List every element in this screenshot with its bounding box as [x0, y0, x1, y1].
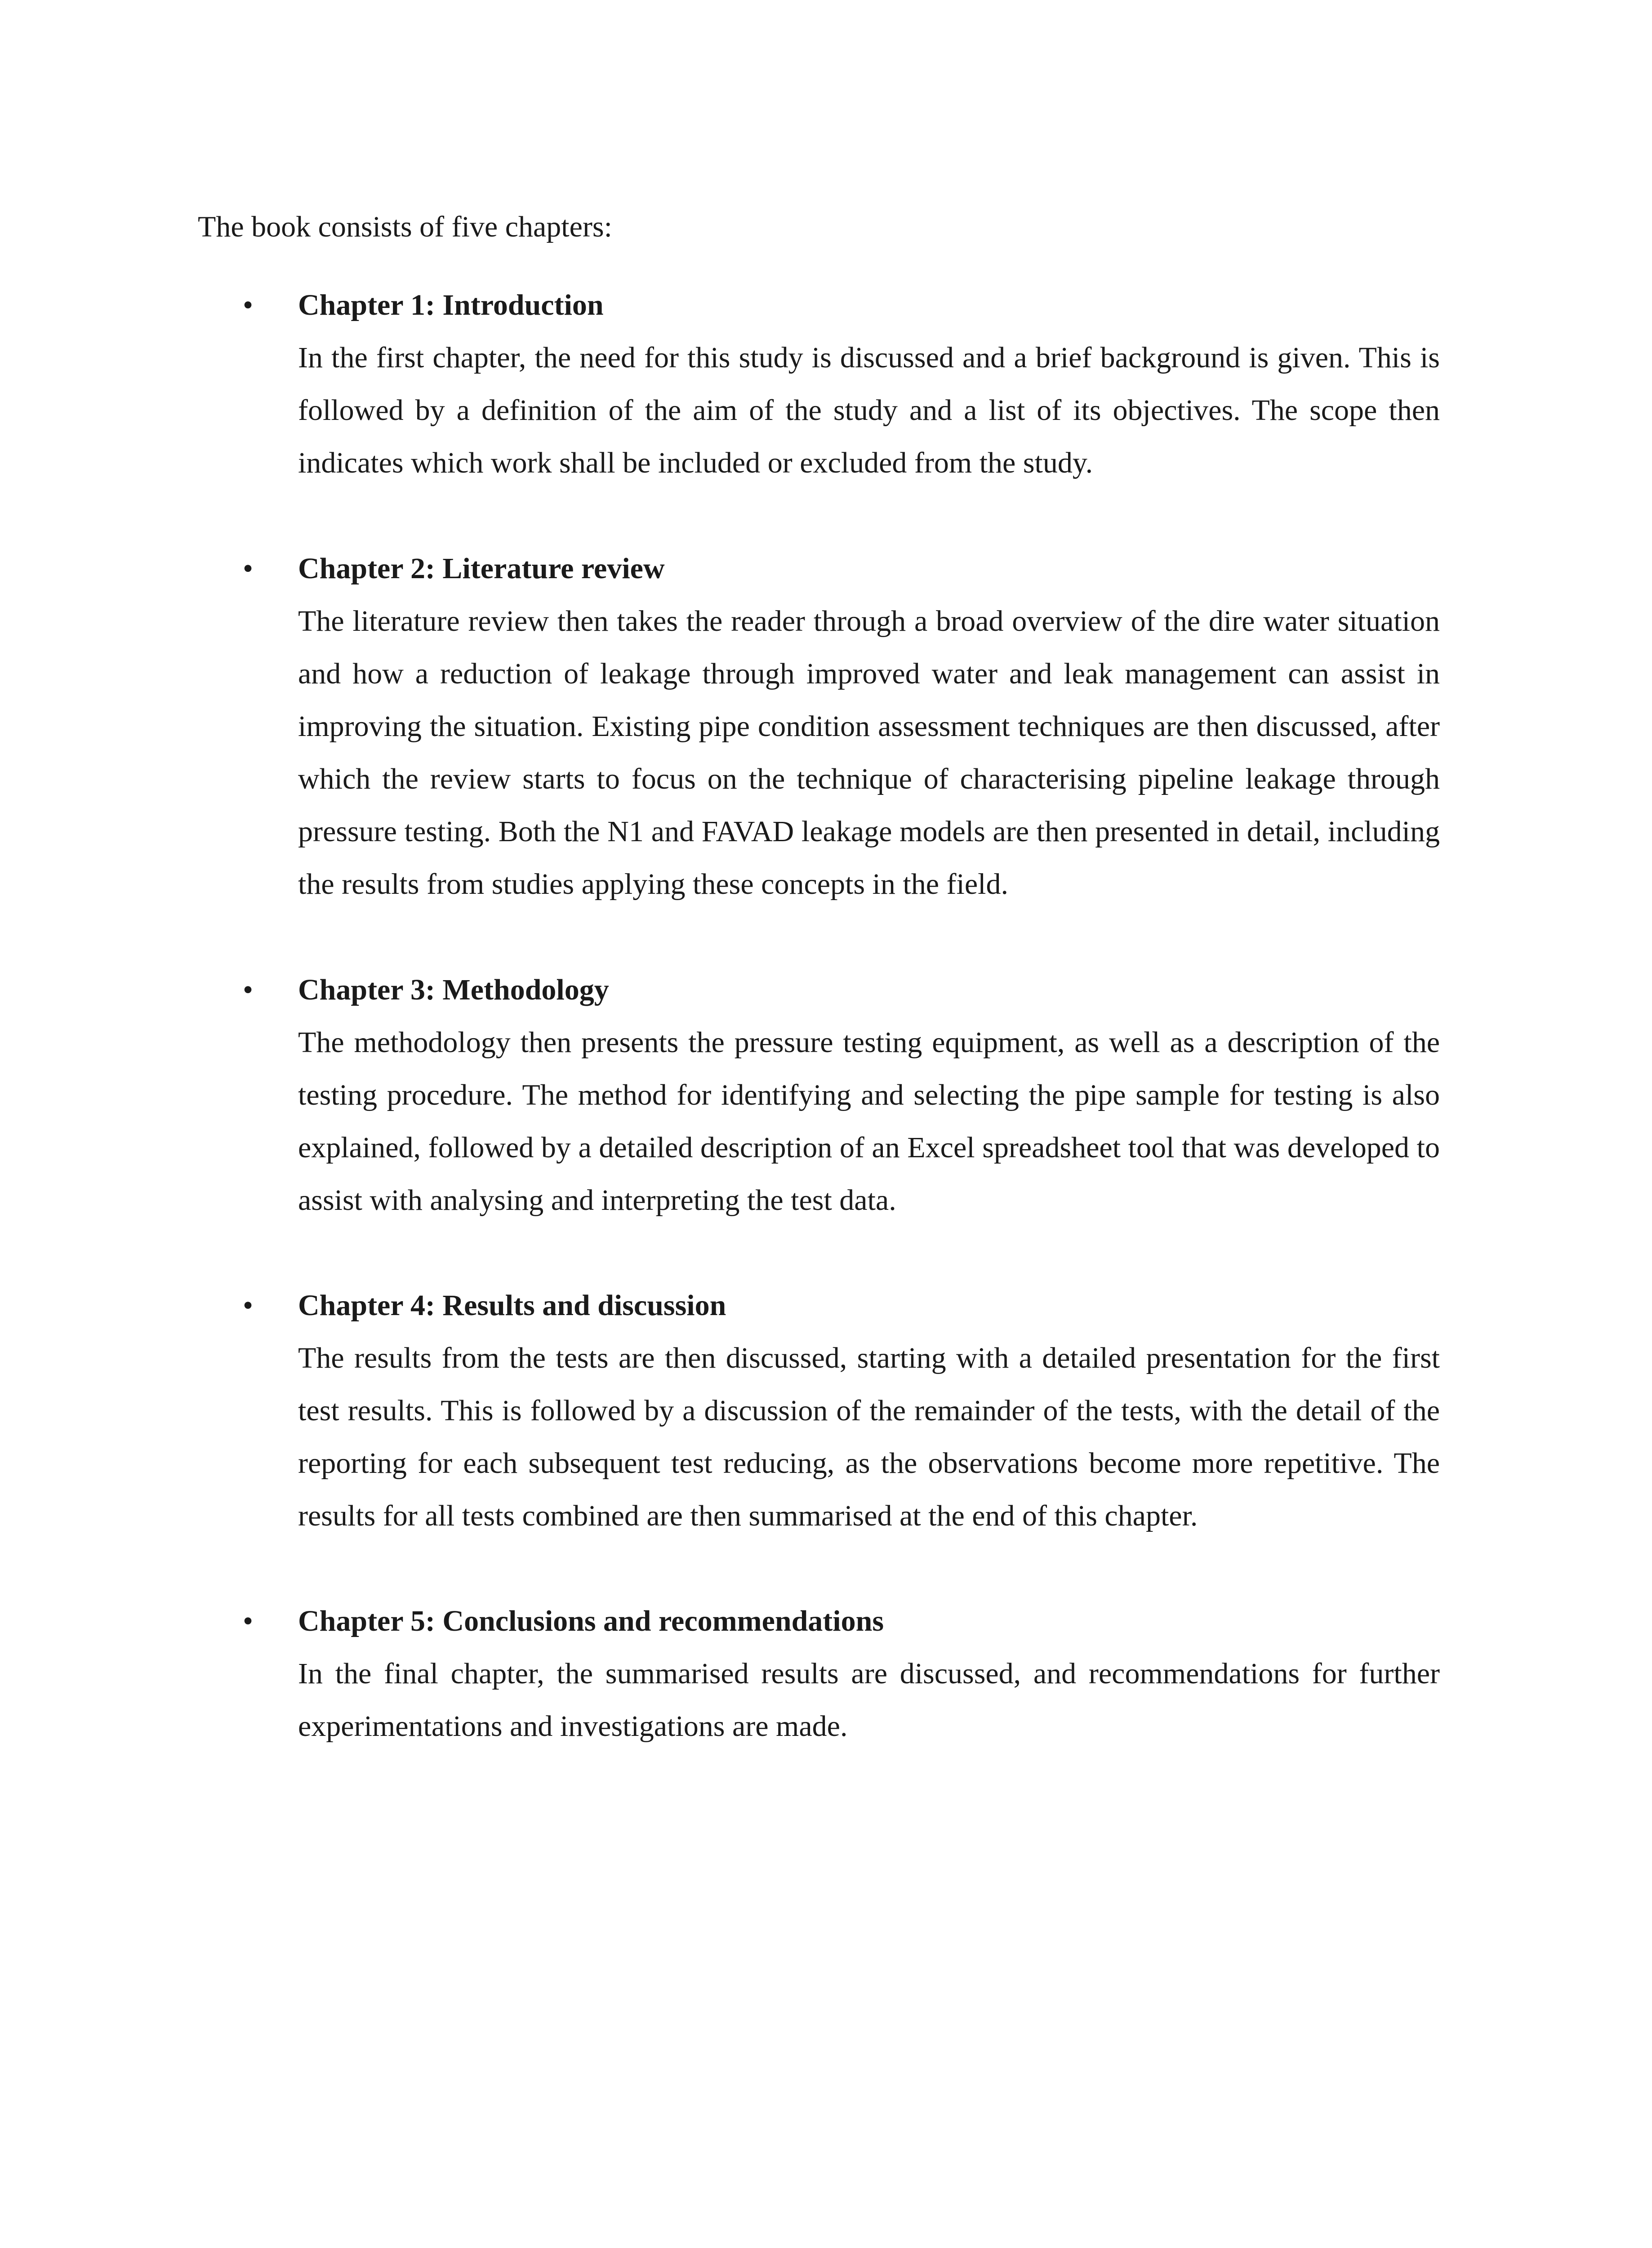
chapter-item-1	[243, 279, 1440, 489]
chapter-item-2	[243, 542, 1440, 910]
chapter-heading: Chapter 1: Introduction	[298, 289, 604, 321]
chapter-description: The results from the tests are then discussed, starting with a detailed presentation for the first test results. This is followed by a discussion of the remainder of the tests, with the detail of the reporting for each subsequent test reducing, as the observations become more repetitive. The results for all tests combined are then summarised at the end of this chapter.	[298, 1342, 1440, 1532]
chapter-description: In the final chapter, the summarised results are discussed, and recommendations for further experimentations and investigations are made.	[298, 1657, 1440, 1743]
bullet-icon: •	[243, 1605, 254, 1637]
intro-text: The book consists of five chapters:	[198, 210, 612, 243]
chapter-heading: Chapter 2: Literature review	[298, 552, 665, 585]
bullet-icon: •	[243, 973, 254, 1006]
bullet-icon: •	[243, 552, 254, 585]
bullet-icon: •	[243, 289, 254, 321]
chapter-heading: Chapter 3: Methodology	[298, 973, 609, 1006]
chapter-description: In the first chapter, the need for this study is discussed and a brief background is given. This is followed by a definition of the aim of the study and a list of its objectives. The scope then indicates which work shall be included or excluded from the study.	[298, 341, 1440, 479]
chapter-item-3	[243, 963, 1440, 1227]
chapter-item-5	[243, 1595, 1440, 1753]
chapter-description: The literature review then takes the reader through a broad overview of the dire water situation and how a reduction of leakage through improved water and leak management can assist in improving the situation. Existing pipe condition assessment techniques are then discussed, after which the review starts to focus on the technique of characterising pipeline leakage through pressure testing. Both the N1 and FAVAD leakage models are then presented in detail, including the results from studies applying these concepts in the field.	[298, 605, 1440, 901]
chapter-heading: Chapter 4: Results and discussion	[298, 1289, 726, 1322]
chapter-description: The methodology then presents the pressure testing equipment, as well as a description of the testing procedure. The method for identifying and selecting the pipe sample for testing is also explained, followed by a detailed description of an Excel spreadsheet tool that was developed to assist with analysing and interpreting the test data.	[298, 1026, 1440, 1217]
chapter-item-4	[243, 1279, 1440, 1542]
bullet-icon: •	[243, 1289, 254, 1322]
chapter-heading: Chapter 5: Conclusions and recommendations	[298, 1605, 884, 1637]
